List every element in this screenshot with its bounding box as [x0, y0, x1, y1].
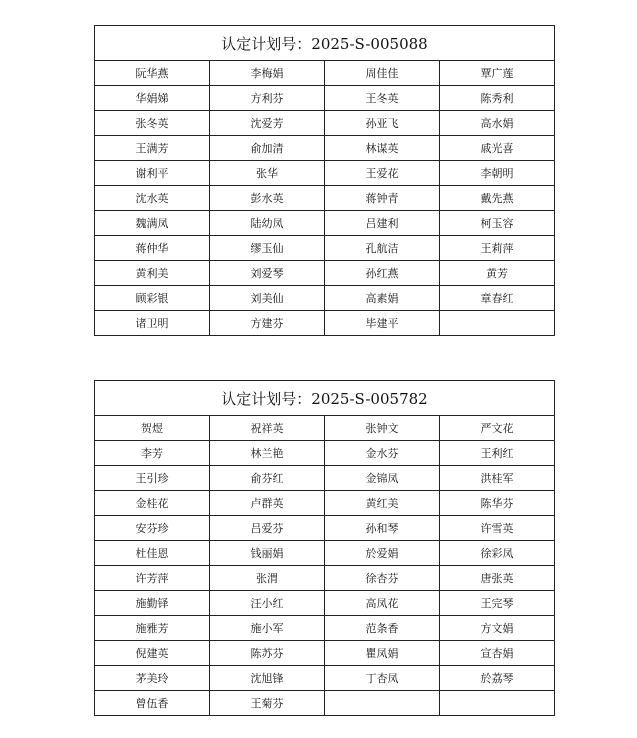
name-cell: 缪玉仙	[210, 236, 325, 261]
name-cell: 蒋钟青	[325, 186, 440, 211]
name-cell: 孔航洁	[325, 236, 440, 261]
name-cell: 贺煜	[95, 416, 210, 441]
name-cell: 汪小红	[210, 591, 325, 616]
table-row	[95, 466, 555, 491]
name-cell: 张钟文	[325, 416, 440, 441]
name-cell: 沈水英	[95, 186, 210, 211]
plan-number-title: 认定计划号：2025-S-005782	[95, 381, 555, 416]
name-cell: 柯玉容	[440, 211, 555, 236]
name-cell: 李芳	[95, 441, 210, 466]
name-cell: 倪建英	[95, 641, 210, 666]
name-cell: 范条香	[325, 616, 440, 641]
name-cell	[325, 691, 440, 716]
name-cell: 李朝明	[440, 161, 555, 186]
name-cell: 王冬英	[325, 86, 440, 111]
name-cell: 王莉萍	[440, 236, 555, 261]
table-row	[95, 286, 555, 311]
table-row	[95, 616, 555, 641]
name-cell: 戴先燕	[440, 186, 555, 211]
name-cell: 金水芬	[325, 441, 440, 466]
name-grid	[95, 416, 555, 716]
table-row	[95, 311, 555, 336]
name-cell: 蒋仲华	[95, 236, 210, 261]
name-cell	[440, 691, 555, 716]
name-cell: 吕建利	[325, 211, 440, 236]
name-cell: 安芬珍	[95, 516, 210, 541]
name-cell: 覃广莲	[440, 61, 555, 86]
name-cell: 毕建平	[325, 311, 440, 336]
name-cell: 张冬英	[95, 111, 210, 136]
name-cell: 祝祥英	[210, 416, 325, 441]
table-row	[95, 516, 555, 541]
name-cell: 王完琴	[440, 591, 555, 616]
name-cell: 孙亚飞	[325, 111, 440, 136]
table-row	[95, 86, 555, 111]
name-cell: 华娟娣	[95, 86, 210, 111]
table-row	[95, 566, 555, 591]
name-cell: 唐张英	[440, 566, 555, 591]
table-row	[95, 541, 555, 566]
name-cell: 高素娟	[325, 286, 440, 311]
name-cell: 王引珍	[95, 466, 210, 491]
name-cell: 於荔琴	[440, 666, 555, 691]
name-cell: 陈苏芬	[210, 641, 325, 666]
name-cell: 谢利平	[95, 161, 210, 186]
name-cell: 孙和琴	[325, 516, 440, 541]
name-cell: 曾伍香	[95, 691, 210, 716]
name-cell: 金锦凤	[325, 466, 440, 491]
name-cell: 林谋英	[325, 136, 440, 161]
name-cell: 孙红燕	[325, 261, 440, 286]
name-cell: 钱丽娟	[210, 541, 325, 566]
name-cell: 卢群英	[210, 491, 325, 516]
name-cell: 张渭	[210, 566, 325, 591]
name-cell: 刘美仙	[210, 286, 325, 311]
name-cell: 高水娟	[440, 111, 555, 136]
name-cell: 顾彩银	[95, 286, 210, 311]
name-cell: 黄红美	[325, 491, 440, 516]
table-header-row	[95, 381, 555, 416]
name-cell: 魏满凤	[95, 211, 210, 236]
name-cell: 许雪英	[440, 516, 555, 541]
name-cell: 沈爱芳	[210, 111, 325, 136]
name-cell: 茅美玲	[95, 666, 210, 691]
name-cell: 徐彩凤	[440, 541, 555, 566]
name-cell: 金桂花	[95, 491, 210, 516]
name-cell: 陈华芬	[440, 491, 555, 516]
table-row	[95, 161, 555, 186]
plan-number-title: 认定计划号：2025-S-005088	[95, 26, 555, 61]
name-cell: 徐杏芬	[325, 566, 440, 591]
name-cell: 许芳萍	[95, 566, 210, 591]
name-cell: 施雅芳	[95, 616, 210, 641]
name-cell: 方利芬	[210, 86, 325, 111]
table-row	[95, 261, 555, 286]
name-cell: 诸卫明	[95, 311, 210, 336]
name-cell: 吕爱芬	[210, 516, 325, 541]
name-cell: 洪桂军	[440, 466, 555, 491]
name-cell: 俞芬红	[210, 466, 325, 491]
table-row	[95, 691, 555, 716]
name-cell: 於爱娟	[325, 541, 440, 566]
name-cell: 彭水英	[210, 186, 325, 211]
name-cell: 施小军	[210, 616, 325, 641]
name-cell: 戚光喜	[440, 136, 555, 161]
table-row	[95, 641, 555, 666]
name-cell: 陆幼凤	[210, 211, 325, 236]
table-row	[95, 211, 555, 236]
plan-table-2	[94, 380, 555, 716]
table-row	[95, 416, 555, 441]
table-header-row	[95, 26, 555, 61]
table-row	[95, 591, 555, 616]
name-cell: 瞿凤娟	[325, 641, 440, 666]
name-cell: 宣杏娟	[440, 641, 555, 666]
name-cell: 章春红	[440, 286, 555, 311]
name-cell: 王菊芬	[210, 691, 325, 716]
name-cell: 俞加清	[210, 136, 325, 161]
name-cell: 张华	[210, 161, 325, 186]
name-cell: 李梅娟	[210, 61, 325, 86]
name-cell: 严文花	[440, 416, 555, 441]
name-cell: 王利红	[440, 441, 555, 466]
table-row	[95, 236, 555, 261]
table-row	[95, 111, 555, 136]
table-row	[95, 186, 555, 211]
name-cell: 黄芳	[440, 261, 555, 286]
plan-table-1	[94, 25, 555, 336]
table-row	[95, 441, 555, 466]
name-cell: 陈秀利	[440, 86, 555, 111]
name-cell: 周佳佳	[325, 61, 440, 86]
name-cell: 黄利美	[95, 261, 210, 286]
table-row	[95, 136, 555, 161]
name-cell: 方建芬	[210, 311, 325, 336]
name-cell: 杜佳恩	[95, 541, 210, 566]
name-cell: 林兰艳	[210, 441, 325, 466]
name-cell	[440, 311, 555, 336]
name-cell: 方文娟	[440, 616, 555, 641]
table-row	[95, 666, 555, 691]
name-cell: 丁杏凤	[325, 666, 440, 691]
name-cell: 阮华燕	[95, 61, 210, 86]
name-cell: 高凤花	[325, 591, 440, 616]
table-row	[95, 491, 555, 516]
table-row	[95, 61, 555, 86]
name-cell: 施勤铎	[95, 591, 210, 616]
name-cell: 王爱花	[325, 161, 440, 186]
name-cell: 沈旭锋	[210, 666, 325, 691]
name-grid	[95, 61, 555, 336]
name-cell: 王满芳	[95, 136, 210, 161]
name-cell: 刘爱琴	[210, 261, 325, 286]
